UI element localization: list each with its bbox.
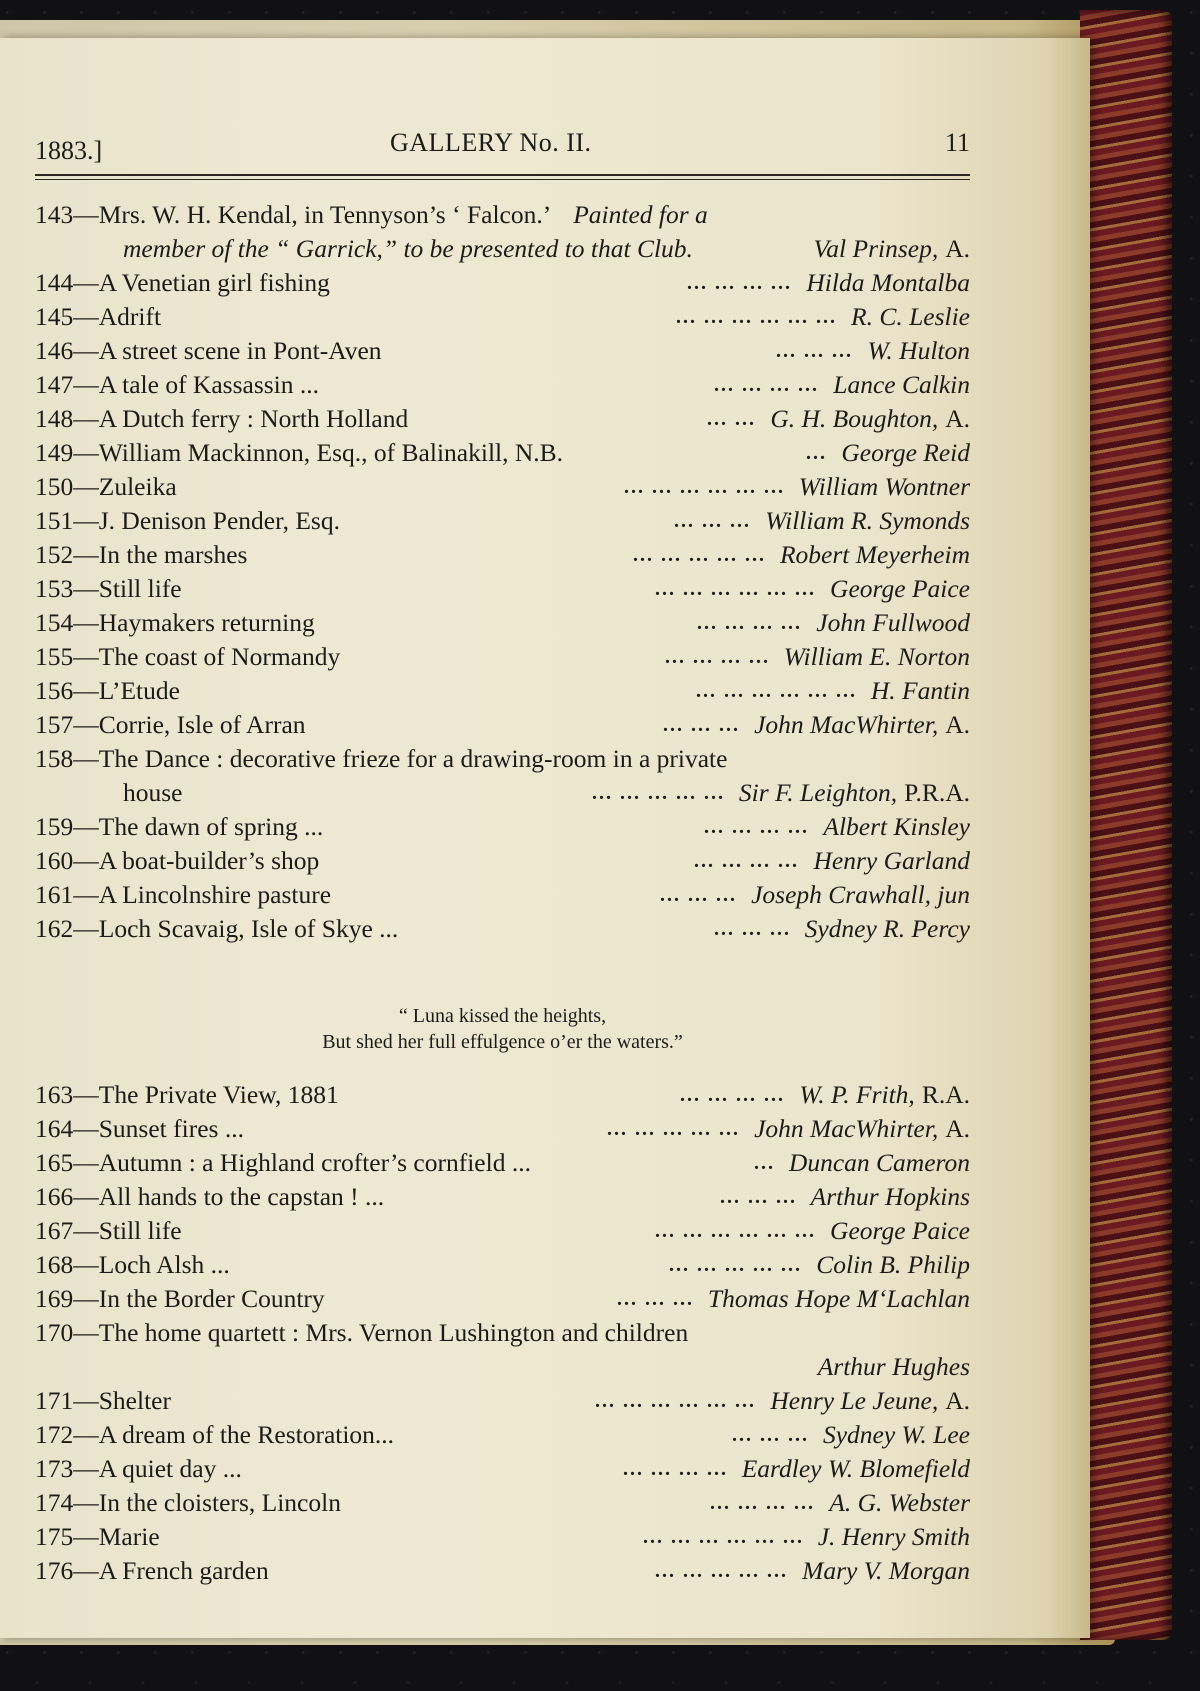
- entry-number-title: 150—Zuleika: [35, 472, 177, 501]
- entry-title: [35, 368, 319, 402]
- catalogue-entry: [35, 1282, 970, 1316]
- entry-title: [35, 674, 180, 708]
- artist-name-text: J. Henry Smith: [817, 1522, 970, 1551]
- catalogue-entry: [35, 1078, 970, 1112]
- catalogue-entry: [35, 198, 970, 232]
- entry-number-title: 157—Corrie, Isle of Arran: [35, 710, 306, 739]
- entry-number-title: 158—The Dance : decorative frieze for a drawing-room in a private: [35, 744, 728, 773]
- artist-name: [871, 674, 970, 708]
- leader-dots: ... ... ... ... ...: [669, 1254, 802, 1276]
- entry-continuation: house: [123, 778, 183, 807]
- catalogue-entry: [35, 1418, 970, 1452]
- artist-name: [814, 232, 970, 266]
- entry-italic-note: Painted for a: [573, 200, 708, 229]
- entry-title: [35, 334, 382, 368]
- artist-name: [818, 1350, 970, 1384]
- entry-number-title: 165—Autumn : a Highland crofter’s cornfield ...: [35, 1148, 531, 1177]
- artist-name-text: Val Prinsep,: [813, 234, 939, 263]
- artist-name: [770, 1384, 970, 1418]
- artist-name-text: R. C. Leslie: [851, 302, 970, 331]
- catalogue-entry: [35, 1350, 970, 1384]
- entry-title: [35, 1452, 242, 1486]
- leader-dots: ... ... ... ...: [680, 1084, 785, 1106]
- artist-name-text: Thomas Hope M‘Lachlan: [707, 1284, 970, 1313]
- entry-title: [35, 538, 247, 572]
- catalogue-entry: [35, 640, 970, 674]
- catalogue-entry: [35, 776, 970, 810]
- leader-dots: ... ... ... ... ... ...: [624, 476, 785, 498]
- entry-title: [35, 1180, 384, 1214]
- entry-number-title: 154—Haymakers returning: [35, 608, 315, 637]
- artist-name: [754, 708, 970, 742]
- artist-name: [851, 300, 970, 334]
- artist-honour: A.: [945, 1114, 970, 1143]
- artist-name-text: Joseph Crawhall, jun: [751, 880, 970, 909]
- entry-title: [35, 232, 693, 266]
- artist-honour: A.: [945, 234, 970, 263]
- catalogue-entry: [35, 402, 970, 436]
- entry-title: [35, 878, 331, 912]
- leader-dots: ... ... ...: [663, 714, 740, 736]
- artist-name-text: Sydney W. Lee: [822, 1420, 970, 1449]
- entry-title: [35, 1078, 339, 1112]
- artist-name: [739, 776, 970, 810]
- entry-number-title: 175—Marie: [35, 1522, 160, 1551]
- leader-dots: ... ... ...: [617, 1288, 694, 1310]
- quote-line-2: But shed her full effulgence o’er the waters.”: [322, 1031, 683, 1053]
- header-rule-thick: [35, 174, 970, 176]
- entry-title: [35, 572, 182, 606]
- artist-name: [823, 1418, 970, 1452]
- catalogue-entry: [35, 1452, 970, 1486]
- catalogue-entry: [35, 1486, 970, 1520]
- artist-name-text: George Paice: [830, 574, 970, 603]
- entry-title: [35, 1384, 171, 1418]
- entry-number-title: 163—The Private View, 1881: [35, 1080, 339, 1109]
- artist-name: [830, 572, 970, 606]
- entry-title: [35, 810, 323, 844]
- entry-title: [35, 470, 177, 504]
- artist-name-text: Sir F. Leighton,: [738, 778, 898, 807]
- leader-dots: ... ... ... ...: [714, 374, 819, 396]
- artist-name: [751, 878, 970, 912]
- artist-name-text: Henry Garland: [813, 846, 970, 875]
- artist-name-text: W. P. Frith,: [799, 1080, 915, 1109]
- entry-number-title: 145—Adrift: [35, 302, 162, 331]
- artist-name-text: Arthur Hopkins: [810, 1182, 970, 1211]
- entry-number-title: 167—Still life: [35, 1216, 182, 1245]
- catalogue-entry: [35, 368, 970, 402]
- entry-number-title: 143—Mrs. W. H. Kendal, in Tennyson’s ‘ Falcon.’: [35, 200, 552, 229]
- catalogue-entry: [35, 436, 970, 470]
- artist-name-text: William Wontner: [798, 472, 970, 501]
- catalogue-entry: [35, 1180, 970, 1214]
- artist-name: [841, 436, 970, 470]
- artist-honour: P.R.A.: [904, 778, 970, 807]
- leader-dots: ... ... ... ... ... ...: [643, 1526, 804, 1548]
- entry-number-title: 149—William Mackinnon, Esq., of Balinakill, N.B.: [35, 438, 564, 467]
- catalogue-entry: [35, 1146, 970, 1180]
- entries-list-b: [35, 1078, 970, 1588]
- leader-dots: ... ...: [707, 408, 756, 430]
- leader-dots: ... ... ... ...: [623, 1458, 728, 1480]
- catalogue-entry: [35, 742, 970, 776]
- catalogue-entry: [35, 912, 970, 946]
- artist-name: [799, 1078, 970, 1112]
- artist-name: [818, 1520, 970, 1554]
- entry-number-title: 144—A Venetian girl fishing: [35, 268, 330, 297]
- artist-name-text: John Fullwood: [816, 608, 970, 637]
- artist-name: [780, 538, 970, 572]
- leader-dots: ... ... ...: [714, 918, 791, 940]
- entry-title: [35, 742, 727, 776]
- running-head: [35, 128, 970, 168]
- artist-name-text: William R. Symonds: [765, 506, 970, 535]
- entry-title: [35, 1520, 160, 1554]
- leader-dots: ... ... ... ... ...: [633, 544, 766, 566]
- artist-name: [742, 1452, 970, 1486]
- catalogue-entry: [35, 300, 970, 334]
- entry-number-title: 147—A tale of Kassassin ...: [35, 370, 320, 399]
- artist-honour: R.A.: [921, 1080, 970, 1109]
- catalogue-entry: [35, 572, 970, 606]
- artist-name: [770, 402, 970, 436]
- leader-dots: ... ... ...: [732, 1424, 809, 1446]
- entry-title: [35, 1248, 230, 1282]
- entry-title: [35, 402, 408, 436]
- leader-dots: ... ... ... ... ... ...: [696, 680, 857, 702]
- entry-number-title: 162—Loch Scavaig, Isle of Skye ...: [35, 914, 399, 943]
- artist-name: [868, 334, 971, 368]
- artist-name-text: H. Fantin: [870, 676, 970, 705]
- entry-number-title: 168—Loch Alsh ...: [35, 1250, 230, 1279]
- entry-number-title: 151—J. Denison Pender, Esq.: [35, 506, 340, 535]
- leader-dots: ... ... ... ... ... ...: [655, 578, 816, 600]
- entry-title: [35, 606, 315, 640]
- leader-dots: ... ... ...: [674, 510, 751, 532]
- artist-name-text: Arthur Hughes: [817, 1352, 970, 1381]
- entry-number-title: 172—A dream of the Restoration...: [35, 1420, 395, 1449]
- entry-number-title: 148—A Dutch ferry : North Holland: [35, 404, 409, 433]
- catalogue-entry: [35, 232, 970, 266]
- entry-title: [35, 708, 306, 742]
- entry-title: [35, 300, 161, 334]
- artist-name-text: Mary V. Morgan: [802, 1556, 970, 1585]
- artist-name: [813, 844, 970, 878]
- leader-dots: ... ... ...: [660, 884, 737, 906]
- entry-title: [35, 1146, 531, 1180]
- entry-number-title: 164—Sunset fires ...: [35, 1114, 244, 1143]
- entry-title: [35, 1112, 244, 1146]
- artist-name-text: John MacWhirter,: [754, 710, 939, 739]
- catalogue-entry: [35, 1248, 970, 1282]
- running-head-year: 1883.]: [35, 136, 103, 165]
- entry-number-title: 160—A boat-builder’s shop: [35, 846, 320, 875]
- entry-number-title: 159—The dawn of spring ...: [35, 812, 324, 841]
- leader-dots: ... ... ... ...: [694, 850, 799, 872]
- artist-honour: A.: [945, 404, 970, 433]
- artist-name-text: George Paice: [830, 1216, 970, 1245]
- artist-name-text: Lance Calkin: [833, 370, 970, 399]
- artist-name: [806, 266, 970, 300]
- entry-number-title: 174—In the cloisters, Lincoln: [35, 1488, 341, 1517]
- artist-honour: A.: [945, 1386, 970, 1415]
- catalogue-entry: [35, 878, 970, 912]
- artist-name: [789, 1146, 970, 1180]
- artist-name: [829, 1486, 970, 1520]
- entry-number-title: 161—A Lincolnshire pasture: [35, 880, 332, 909]
- quotation: [35, 1003, 970, 1055]
- artist-name: [805, 912, 970, 946]
- book-fore-edge: [1080, 10, 1172, 1640]
- entry-title: [35, 1486, 341, 1520]
- leader-dots: ... ... ...: [720, 1186, 797, 1208]
- artist-name-text: Eardley W. Blomefield: [741, 1454, 970, 1483]
- entry-title: [35, 266, 330, 300]
- catalogue-entry: [35, 1316, 970, 1350]
- page-number: 11: [944, 128, 970, 157]
- entry-title: [35, 1418, 394, 1452]
- artist-name-text: George Reid: [841, 438, 970, 467]
- entry-number-title: 152—In the marshes: [35, 540, 248, 569]
- entry-number-title: 146—A street scene in Pont-Aven: [35, 336, 382, 365]
- artist-name-text: Robert Meyerheim: [779, 540, 970, 569]
- entry-number-title: 173—A quiet day ...: [35, 1454, 242, 1483]
- catalogue-entry: [35, 538, 970, 572]
- catalogue-entry: [35, 334, 970, 368]
- entry-title: [35, 844, 319, 878]
- entry-number-title: 156—L’Etude: [35, 676, 180, 705]
- entry-number-title: 166—All hands to the capstan ! ...: [35, 1182, 385, 1211]
- leader-dots: ... ... ... ... ...: [607, 1118, 740, 1140]
- entry-title: [35, 436, 563, 470]
- catalogue-entry: [35, 606, 970, 640]
- artist-name-text: Colin B. Philip: [816, 1250, 970, 1279]
- leader-dots: ... ... ... ...: [710, 1492, 815, 1514]
- entry-number-title: 153—Still life: [35, 574, 182, 603]
- artist-name: [708, 1282, 970, 1316]
- catalogue-page: [0, 38, 1090, 1638]
- leader-dots: ... ... ... ... ... ...: [676, 306, 837, 328]
- artist-name-text: Henry Le Jeune,: [770, 1386, 939, 1415]
- artist-name-text: W. Hulton: [867, 336, 970, 365]
- entry-title: [35, 1554, 269, 1588]
- leader-dots: ... ... ... ... ...: [592, 782, 725, 804]
- artist-name: [802, 1554, 970, 1588]
- leader-dots: ... ... ... ...: [665, 646, 770, 668]
- entry-title: [35, 912, 398, 946]
- entry-title: [35, 198, 708, 232]
- artist-name: [811, 1180, 970, 1214]
- artist-name-text: Albert Kinsley: [823, 812, 970, 841]
- catalogue-entry: [35, 810, 970, 844]
- leader-dots: ... ... ... ... ... ...: [595, 1390, 756, 1412]
- artist-name: [799, 470, 970, 504]
- artist-name-text: G. H. Boughton,: [770, 404, 939, 433]
- artist-name-text: Hilda Montalba: [806, 268, 970, 297]
- entry-title: [35, 504, 340, 538]
- catalogue-entry: [35, 1384, 970, 1418]
- artist-name: [830, 1214, 970, 1248]
- catalogue-entry: [35, 1554, 970, 1588]
- catalogue-entry: [35, 1520, 970, 1554]
- artist-name-text: Sydney R. Percy: [804, 914, 970, 943]
- running-head-title: GALLERY No. II.: [390, 128, 592, 157]
- artist-name: [833, 368, 970, 402]
- leader-dots: ...: [754, 1152, 775, 1174]
- artist-name-text: A. G. Webster: [829, 1488, 970, 1517]
- entry-continuation-note: member of the “ Garrick,” to be presented to that Club.: [123, 234, 693, 263]
- catalogue-entry: [35, 674, 970, 708]
- catalogue-entry: [35, 708, 970, 742]
- artist-name: [816, 1248, 970, 1282]
- leader-dots: ... ... ... ...: [697, 612, 802, 634]
- artist-name: [754, 1112, 970, 1146]
- leader-dots: ... ... ... ... ...: [655, 1560, 788, 1582]
- entry-number-title: 176—A French garden: [35, 1556, 269, 1585]
- quote-line-1: “ Luna kissed the heights,: [398, 1005, 607, 1027]
- catalogue-entry: [35, 266, 970, 300]
- entries-list-a: [35, 198, 970, 946]
- artist-name: [816, 606, 970, 640]
- catalogue-entry: [35, 844, 970, 878]
- entry-number-title: 170—The home quartett : Mrs. Vernon Lushington and children: [35, 1318, 689, 1347]
- artist-name-text: Duncan Cameron: [788, 1148, 970, 1177]
- entry-number-title: 169—In the Border Country: [35, 1284, 325, 1313]
- entry-title: [35, 640, 340, 674]
- catalogue-entry: [35, 1112, 970, 1146]
- header-rule-thin: [35, 179, 970, 180]
- artist-name: [765, 504, 970, 538]
- artist-name-text: John MacWhirter,: [754, 1114, 939, 1143]
- entry-number-title: 171—Shelter: [35, 1386, 171, 1415]
- entry-title: [35, 1214, 182, 1248]
- artist-name: [784, 640, 970, 674]
- catalogue-entry: [35, 1214, 970, 1248]
- artist-name: [823, 810, 970, 844]
- artist-honour: A.: [945, 710, 970, 739]
- leader-dots: ... ... ... ...: [704, 816, 809, 838]
- page-content: [0, 38, 1090, 1638]
- leader-dots: ... ... ... ... ... ...: [655, 1220, 816, 1242]
- entry-number-title: 155—The coast of Normandy: [35, 642, 341, 671]
- catalogue-entry: [35, 470, 970, 504]
- catalogue-entry: [35, 504, 970, 538]
- entry-title: [35, 776, 183, 810]
- leader-dots: ... ... ... ...: [687, 272, 792, 294]
- leader-dots: ...: [806, 442, 827, 464]
- entry-title: [35, 1316, 688, 1350]
- entry-title: [35, 1282, 325, 1316]
- leader-dots: ... ... ...: [776, 340, 853, 362]
- artist-name-text: William E. Norton: [783, 642, 970, 671]
